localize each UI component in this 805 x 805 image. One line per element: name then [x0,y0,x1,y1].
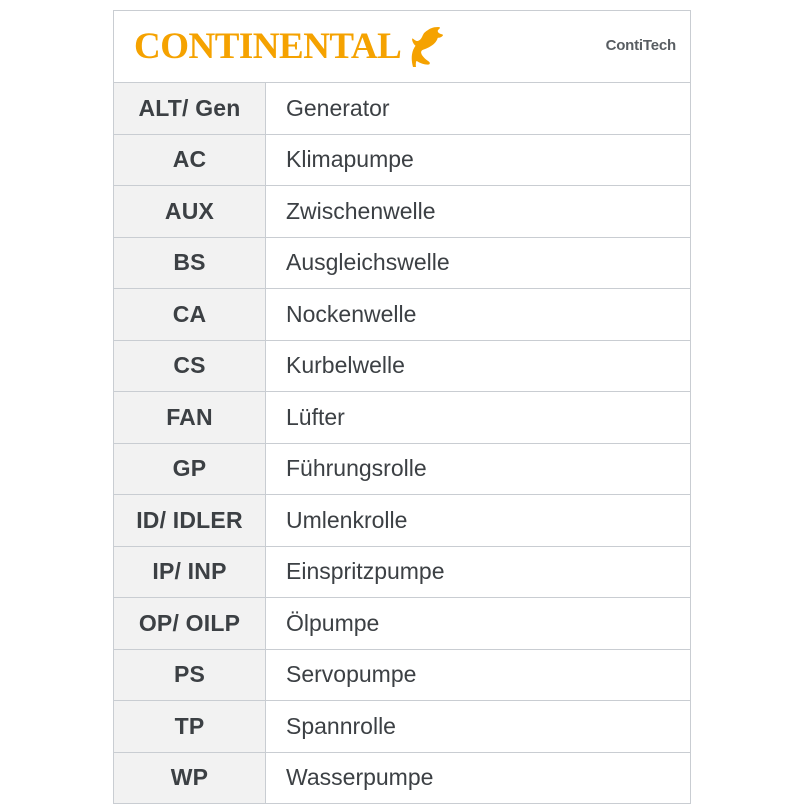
abbreviation-cell: TP [114,701,266,752]
table-row [114,289,690,341]
description-cell: Wasserpumpe [266,753,690,804]
abbreviation-cell: AC [114,135,266,186]
table-row [114,495,690,547]
table-row [114,238,690,290]
table-row [114,598,690,650]
table-row [114,341,690,393]
table-row [114,753,690,805]
table-row [114,186,690,238]
abbreviation-cell: FAN [114,392,266,443]
table-row [114,392,690,444]
abbreviation-cell: CS [114,341,266,392]
table-row [114,650,690,702]
contitech-wordmark: ContiTech [605,37,676,54]
description-cell: Einspritzpumpe [266,547,690,598]
table-row [114,547,690,599]
description-cell: Spannrolle [266,701,690,752]
description-cell: Ölpumpe [266,598,690,649]
abbreviation-cell: CA [114,289,266,340]
description-cell: Generator [266,83,690,134]
abbreviation-cell: ID/ IDLER [114,495,266,546]
description-cell: Lüfter [266,392,690,443]
abbreviation-cell: IP/ INP [114,547,266,598]
brand-wordmark: CONTINENTAL [134,26,402,67]
abbreviation-cell: OP/ OILP [114,598,266,649]
abbreviation-cell: AUX [114,186,266,237]
abbreviation-cell: BS [114,238,266,289]
table-row [114,135,690,187]
description-cell: Führungsrolle [266,444,690,495]
description-cell: Kurbelwelle [266,341,690,392]
description-cell: Umlenkrolle [266,495,690,546]
continental-logo [134,27,443,67]
horse-logo-icon [409,27,443,67]
description-cell: Ausgleichswelle [266,238,690,289]
description-cell: Servopumpe [266,650,690,701]
brand-header [114,11,690,83]
abbreviation-cell: GP [114,444,266,495]
table-row [114,444,690,496]
abbreviation-cell: ALT/ Gen [114,83,266,134]
table-row [114,83,690,135]
abbreviation-cell: WP [114,753,266,804]
table-row [114,701,690,753]
description-cell: Zwischenwelle [266,186,690,237]
description-cell: Klimapumpe [266,135,690,186]
abbreviation-cell: PS [114,650,266,701]
description-cell: Nockenwelle [266,289,690,340]
abbreviation-table [113,10,691,804]
